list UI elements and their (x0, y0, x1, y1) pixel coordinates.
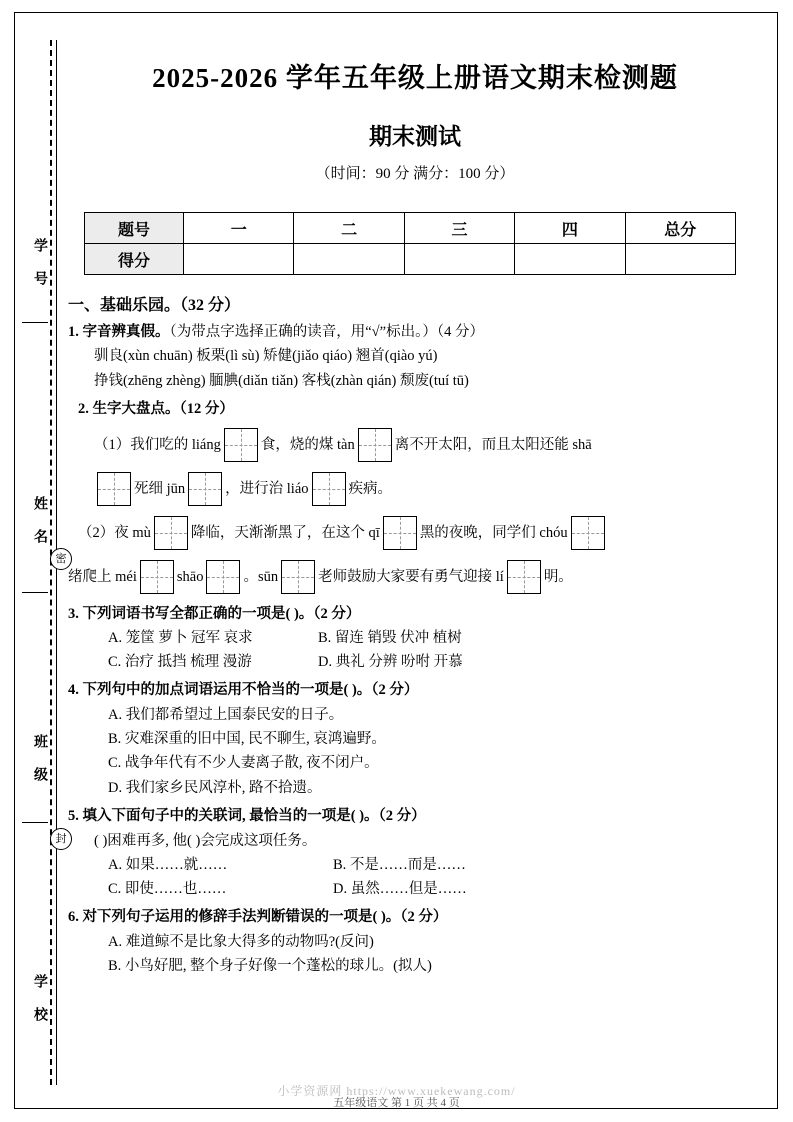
question-2-line-3 (68, 511, 768, 555)
tianzige-box[interactable] (281, 560, 315, 594)
seal-label-student-id: 学 号 (32, 237, 47, 287)
q3-option-c[interactable]: C. 治疗 抵挡 梳理 漫游 (108, 653, 252, 670)
q2-text-2a: 死细 jūn (134, 480, 186, 497)
question-2-line-1 (68, 423, 768, 467)
section-1-title: 一、基础乐园。（32 分） (68, 297, 241, 314)
q6-option-b[interactable]: B. 小鸟好肥, 整个身子好像一个蓬松的球儿。(拟人) (108, 958, 432, 975)
score-table-header-4: 四 (515, 213, 625, 244)
option-row (108, 854, 768, 876)
watermark: 小学资源网 https://www.xuekewang.com/ (277, 1084, 516, 1098)
q2-text-3b: 降临，天渐渐黑了，在这个 qī (190, 524, 380, 541)
q4-option-c[interactable]: C. 战争年代有不少人妻离子散, 夜不闭户。 (108, 755, 379, 772)
tianzige-box[interactable] (140, 560, 174, 594)
question-4-options (68, 704, 768, 800)
question-1-line-2: 挣钱(zhēng zhèng) 腼腆(diǎn tiǎn) 客栈(zhàn qián) 颓废(tuí tū) (94, 372, 469, 389)
page-subtitle: 期末测试 (369, 124, 461, 149)
q2-text-1c: 离不开太阳，而且太阳还能 shā (394, 436, 592, 453)
option-row (108, 651, 768, 673)
score-cell-5[interactable] (625, 244, 735, 275)
q3-option-d[interactable]: D. 典礼 分辨 吩咐 开慕 (318, 653, 463, 670)
page-title: 2025-2026 学年五年级上册语文期末检测题 (152, 63, 678, 93)
question-5-options (68, 854, 768, 900)
score-cell-1[interactable] (184, 244, 294, 275)
score-table-header-5: 总分 (625, 213, 735, 244)
tianzige-box[interactable] (571, 516, 605, 550)
seal-circle-feng: 封 (50, 828, 72, 850)
question-2-head: 2. 生字大盘点。（12 分） (78, 401, 234, 418)
seal-label-school: 学 校 (32, 973, 47, 1023)
q2-text-4d: 老师鼓励大家要有勇气迎接 lí (318, 568, 504, 585)
q5-option-a[interactable]: A. 如果……就…… (108, 857, 228, 874)
tianzige-box[interactable] (507, 560, 541, 594)
q2-text-4b: shāo (176, 568, 204, 585)
score-cell-3[interactable] (404, 244, 514, 275)
seal-label-name: 姓 名 (32, 495, 47, 545)
question-3-options (68, 627, 768, 673)
question-1-head (68, 321, 768, 343)
score-table (84, 212, 736, 275)
table-row-header (85, 213, 736, 244)
question-1-label: 1. 字音辨真假。 (68, 323, 170, 340)
question-4-head: 4. 下列句中的加点词语运用不恰当的一项是( )。（2 分） (68, 682, 419, 699)
q3-option-b[interactable]: B. 留连 销毁 伏冲 植树 (318, 630, 462, 647)
q2-text-4a: 绪爬上 méi (68, 568, 137, 585)
seal-circle-mi: 密 (50, 548, 72, 570)
score-table-header-0: 题号 (85, 213, 184, 244)
score-table-header-1: 一 (184, 213, 294, 244)
exam-content (68, 292, 768, 980)
option-row (108, 627, 768, 649)
score-table-header-3: 三 (404, 213, 514, 244)
question-2-line-2 (68, 467, 768, 511)
q2-text-3a: （2）夜 mù (78, 524, 151, 541)
q4-option-b[interactable]: B. 灾难深重的旧中国, 民不聊生, 哀鸿遍野。 (108, 731, 386, 748)
q6-option-a[interactable]: A. 难道鲸不是比象大得多的动物吗?(反问) (108, 933, 374, 950)
q2-text-4e: 明。 (543, 568, 573, 585)
question-1-line-1: 驯良(xùn chuān) 板栗(lì sù) 矫健(jiǎo qiáo) 翘首(qiào yú) (94, 348, 438, 365)
page-footer: 五年级语文 第 1 页 共 4 页 (333, 1097, 460, 1109)
score-table-header-2: 二 (294, 213, 404, 244)
question-6-head: 6. 对下列句子运用的修辞手法判断错误的一项是( )。（2 分） (68, 909, 448, 926)
tianzige-box[interactable] (312, 472, 346, 506)
q2-text-2c: 疾病。 (348, 480, 393, 497)
tianzige-box[interactable] (188, 472, 222, 506)
score-cell-2[interactable] (294, 244, 404, 275)
exam-meta: （时间：90 分 满分：100 分） (315, 166, 515, 182)
q4-option-d[interactable]: D. 我们家乡民风淳朴, 路不拾遗。 (108, 779, 322, 796)
tianzige-box[interactable] (206, 560, 240, 594)
seal-label-class: 班 级 (32, 733, 47, 783)
seal-divider-1 (22, 322, 48, 323)
q5-option-b[interactable]: B. 不是……而是…… (333, 857, 466, 874)
q2-text-1a: （1）我们吃的 liáng (94, 436, 221, 453)
question-2-line-4 (68, 555, 768, 599)
score-table-row-label: 得分 (85, 244, 184, 275)
option-row (108, 878, 768, 900)
tianzige-box[interactable] (154, 516, 188, 550)
tianzige-box[interactable] (358, 428, 392, 462)
table-row-score (85, 244, 736, 275)
q3-option-a[interactable]: A. 笼筐 萝卜 冠军 哀求 (108, 630, 253, 647)
tianzige-box[interactable] (97, 472, 131, 506)
question-5-head: 5. 填入下面句子中的关联词, 最恰当的一项是( )。（2 分） (68, 808, 426, 825)
seal-divider-3 (22, 822, 48, 823)
question-1-text: （为带点字选择正确的读音，用“√”标出。）（4 分） (169, 323, 484, 340)
question-6-options (68, 931, 768, 978)
q2-text-4c: 。sūn (243, 568, 279, 585)
tianzige-box[interactable] (224, 428, 258, 462)
q2-text-2b: ，进行治 liáo (225, 480, 309, 497)
score-cell-4[interactable] (515, 244, 625, 275)
q2-text-3c: 黑的夜晚，同学们 chóu (419, 524, 568, 541)
seal-divider-2 (22, 592, 48, 593)
q5-option-c[interactable]: C. 即使……也…… (108, 880, 227, 897)
question-3-head: 3. 下列词语书写全都正确的一项是( )。（2 分） (68, 605, 361, 622)
tianzige-box[interactable] (383, 516, 417, 550)
q5-option-d[interactable]: D. 虽然……但是…… (333, 880, 467, 897)
q2-text-1b: 食，烧的煤 tàn (260, 436, 355, 453)
question-5-stem: ( )困难再多, 他( )会完成这项任务。 (94, 832, 317, 849)
q4-option-a[interactable]: A. 我们都希望过上国泰民安的日子。 (108, 706, 344, 723)
